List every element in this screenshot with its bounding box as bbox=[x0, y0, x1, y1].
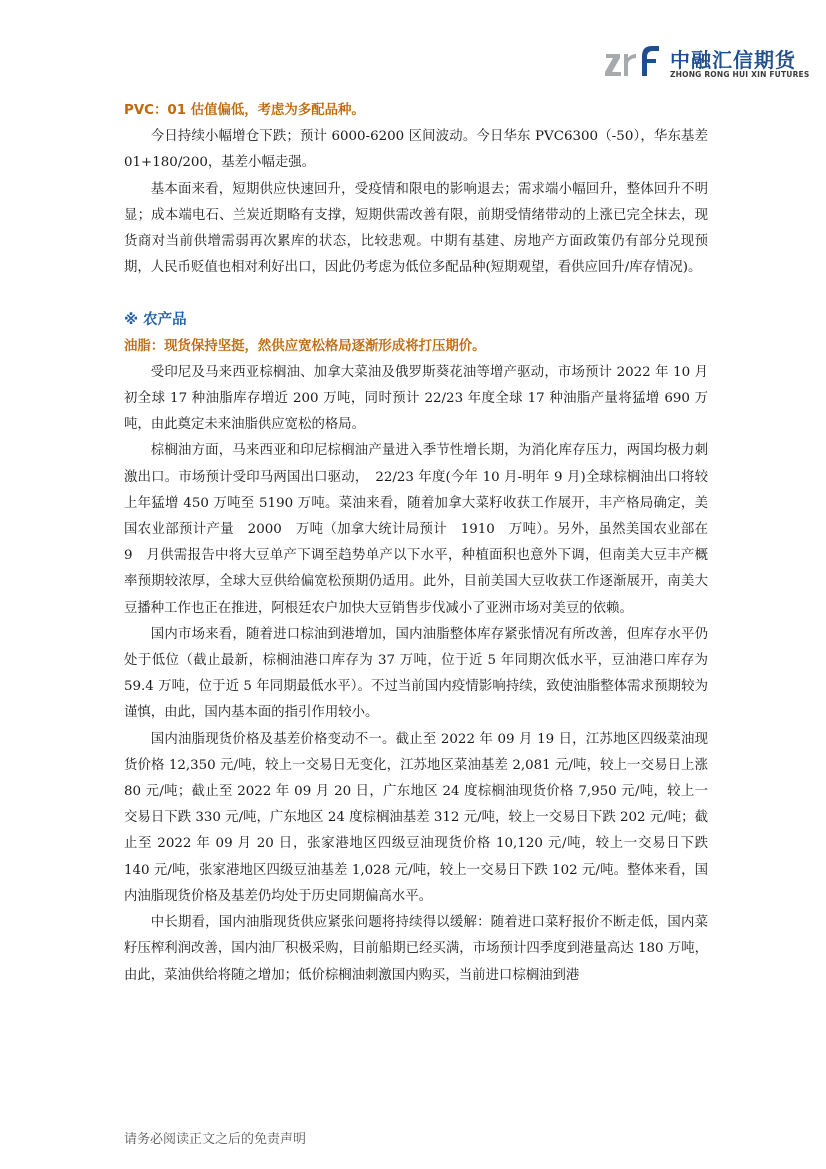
oils-heading: 油脂：现货保持坚挺，然供应宽松格局逐渐形成将打压期价。 bbox=[124, 338, 486, 354]
oils-paragraph-4: 国内油脂现货价格及基差价格变动不一。截止至 2022 年 09 月 19 日，江苏地区四级菜油现货价格 12,350 元/吨，较上一交易日无变化，江苏地区菜油基差 2,081 元/吨，较上一交易日上涨 80 元/吨；截止至 2022 年 09 月 20 日，广东地区 24 度棕榈油现货价格 7,950 元/吨，较上一交易日下跌 330 元/吨，广东地区 24 度棕榈油基差 312 元/吨，较上一交易日下跌 202 元/吨；截止至 2022 年 09 月 20 日，张家港地区四级豆油现货价格 10,120 元/吨，较上一交易日下跌 140 元/吨，张家港地区四级豆油基差 1,028 元/吨，较上一交易日下跌 102 元/吨。整体来看，国内油脂现货价格及基差仍均处于历史同期偏高水平。 bbox=[124, 731, 708, 904]
logo-chinese-name: 中融汇信期货 bbox=[670, 48, 796, 72]
report-body bbox=[124, 98, 722, 989]
oils-paragraph-2: 棕榈油方面，马来西亚和印尼棕榈油产量进入季节性增长期，为消化库存压力，两国均极力刺激出口。市场预计受印马两国出口驱动， 22/23 年度(今年 10 月-明年 9 月)全球棕榈油出口将较上年猛增 450 万吨至 5190 万吨。菜油来看，随着加拿大菜籽收获工作展开，丰产格局确定，美国农业部预计产量 2000 万吨（加拿大统计局预计 1910 万吨）。另外，虽然美国农业部在 9 月供需报告中将大豆单产下调至趋势单产以下水平，种植面积也意外下调，但南美大豆丰产概率预期较浓厚，全球大豆供给偏宽松预期仍适用。此外，目前美国大豆收获工作逐渐展开，南美大豆播种工作也正在推进，阿根廷农户加快大豆销售步伐减小了亚洲市场对美豆的依赖。 bbox=[124, 443, 722, 616]
zrf-logo-icon bbox=[604, 42, 662, 82]
logo-english-name: ZHONG RONG HUI XIN FUTURES bbox=[670, 70, 810, 79]
pvc-paragraph-2: 基本面来看，短期供应快速回升，受疫情和限电的影响退去；需求端小幅回升，整体回升不明显；成本端电石、兰炭近期略有支撑，短期供需改善有限，前期受情绪带动的上涨已完全抹去，现货商对当前供增需弱再次累库的状态，比较悲观。中期有基建、房地产方面政策仍有部分兑现预期，人民币贬值也相对利好出口，因此仍考虑为低位多配品种(短期观望，看供应回升/库存情况)。 bbox=[124, 181, 708, 276]
oils-paragraph-1: 受印尼及马来西亚棕榈油、加拿大菜油及俄罗斯葵花油等增产驱动，市场预计 2022 年 10 月初全球 17 种油脂库存増近 200 万吨，同时预计 22/23 年度全球 17 种油脂产量将猛增 690 万吨，由此奠定未来油脂供应宽松的格局。 bbox=[124, 364, 708, 433]
oils-paragraph-3: 国内市场来看，随着进口棕油到港增加，国内油脂整体库存紧张情况有所改善，但库存水平仍处于低位（截止最新，棕榈油港口库存为 37 万吨，位于近 5 年同期次低水平，豆油港口库存为 59.4 万吨，位于近 5 年同期最低水平）。不过当前国内疫情影响持续，致使油脂整体需求预期较为谨慎，由此，国内基本面的指引作用较小。 bbox=[124, 626, 708, 721]
footer-disclaimer: 请务必阅读正文之后的免责声明 bbox=[124, 1132, 307, 1147]
pvc-paragraph-1: 今日持续小幅增仓下跌；预计 6000-6200 区间波动。今日华东 PVC6300（-50），华东基差 01+180/200，基差小幅走强。 bbox=[124, 129, 708, 171]
pvc-heading: PVC：01 估值偏低，考虑为多配品种。 bbox=[124, 103, 365, 118]
company-logo bbox=[604, 42, 810, 84]
agri-section-title: ※ 农产品 bbox=[124, 312, 187, 329]
oils-paragraph-5: 中长期看，国内油脂现货供应紧张问题将持续得以缓解：随着进口菜籽报价不断走低，国内菜籽压榨利润改善，国内油厂积极采购，目前船期已经买满，市场预计四季度到港量高达 180 万吨，由此，菜油供给将随之增加；低价棕榈油刺激国内购买，当前进口棕榈油到港 bbox=[124, 915, 708, 983]
